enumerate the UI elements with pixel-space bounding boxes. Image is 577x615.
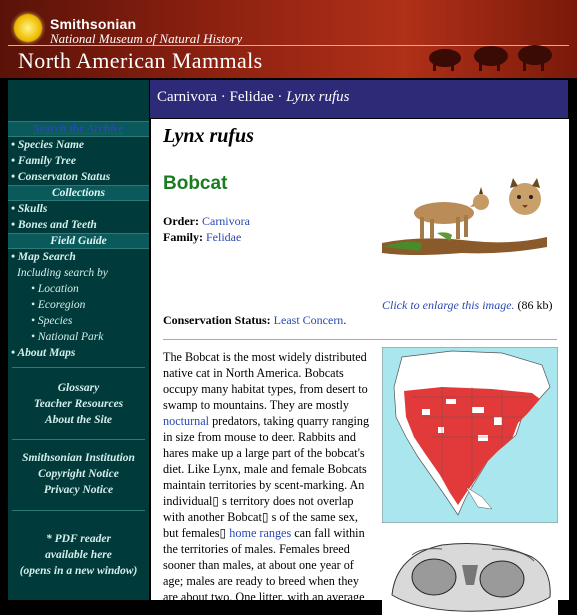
- sidebar-item-species[interactable]: • Species: [31, 315, 73, 327]
- species-content: [151, 119, 569, 604]
- order-label: Order:: [163, 214, 199, 228]
- breadcrumb-order[interactable]: Carnivora: [157, 89, 217, 105]
- sidebar-link-privacy[interactable]: Privacy Notice: [43, 484, 114, 496]
- range-map[interactable]: [382, 347, 558, 523]
- order-link[interactable]: Carnivora: [201, 214, 250, 228]
- description-text-3: can fall within the territories of males. Females breed sooner than males, at about one year of age; males are ready to breed when they are about two. One litter, with an average: [163, 526, 365, 604]
- sidebar-item-family-tree[interactable]: • Family Tree: [11, 155, 76, 167]
- sidebar-link-smithsonian[interactable]: Smithsonian Institution: [22, 452, 135, 464]
- pdf-note-line3[interactable]: (opens in a new window): [19, 565, 138, 577]
- sidebar-divider: [12, 367, 145, 368]
- smithsonian-label[interactable]: Smithsonian: [50, 16, 137, 32]
- sidebar-link-copyright[interactable]: Copyright Notice: [38, 468, 119, 480]
- taxonomy-block: [163, 213, 250, 245]
- sidebar-item-bones-teeth[interactable]: • Bones and Teeth: [11, 219, 97, 231]
- family-link[interactable]: Felidae: [206, 230, 242, 244]
- sidebar-divider: [12, 510, 145, 511]
- image-size: (86 kb): [517, 298, 553, 312]
- status-end: .: [343, 313, 347, 327]
- sidebar-item-location[interactable]: • Location: [31, 283, 79, 295]
- description-paragraph: [163, 349, 375, 605]
- sidebar-heading-field-guide: Field Guide: [8, 233, 149, 249]
- breadcrumb-family[interactable]: Felidae: [229, 89, 274, 105]
- site-banner: [0, 0, 577, 78]
- sidebar-divider: [12, 439, 145, 440]
- enlarge-image-text: [382, 297, 572, 313]
- pdf-note-line2[interactable]: available here: [45, 549, 112, 561]
- section-divider: [163, 339, 557, 340]
- sidebar-nav: [8, 121, 149, 579]
- breadcrumb-species: Lynx rufus: [286, 89, 350, 105]
- pdf-note-line1[interactable]: * PDF reader: [46, 533, 111, 545]
- site-title[interactable]: North American Mammals: [18, 48, 263, 73]
- breadcrumb-separator: ·: [273, 89, 287, 105]
- smithsonian-sun-logo-icon[interactable]: [14, 14, 42, 42]
- sidebar-item-species-name[interactable]: • Species Name: [11, 139, 85, 151]
- home-ranges-link[interactable]: home ranges: [229, 526, 292, 540]
- sidebar-item-conservation-status[interactable]: • Conservaton Status: [11, 171, 111, 183]
- muskox-silhouettes-icon: [427, 38, 555, 72]
- bobcat-illustration[interactable]: [382, 173, 550, 263]
- sidebar-note-including: Including search by: [17, 267, 108, 279]
- sidebar: [8, 80, 149, 600]
- sidebar-link-glossary[interactable]: Glossary: [57, 382, 100, 394]
- sidebar-item-skulls[interactable]: • Skulls: [11, 203, 48, 215]
- sidebar-item-national-park[interactable]: • National Park: [31, 331, 104, 343]
- sidebar-link-about-site[interactable]: About the Site: [44, 414, 113, 426]
- breadcrumb-separator: ·: [216, 89, 230, 105]
- sidebar-item-about-maps[interactable]: • About Maps: [11, 347, 76, 359]
- sidebar-link-teacher-resources[interactable]: Teacher Resources: [33, 398, 124, 410]
- sidebar-item-ecoregion[interactable]: • Ecoregion: [31, 299, 86, 311]
- museum-label[interactable]: National Museum of Natural History: [50, 31, 243, 46]
- status-label: Conservation Status:: [163, 313, 271, 327]
- enlarge-image-link[interactable]: Click to enlarge this image.: [382, 298, 515, 312]
- species-common-name: Bobcat: [163, 173, 228, 194]
- description-text-1: The Bobcat is the most widely distributed native cat in North America. Bobcats occupy many habitat types, from desert to swamp to mountains. They are mostly: [163, 350, 368, 412]
- bobcat-skull-image[interactable]: [382, 535, 558, 615]
- conservation-status: [163, 313, 346, 328]
- sidebar-heading-collections: Collections: [8, 185, 149, 201]
- description-text-2: predators, taking quarry ranging in size from mouse to deer. Rabbits and hares make up a large part of the bobcat's diet. Like Lynx, male and female Bobcats maintain territories by scent-marking. An individual▯ s territory does not overlap with another Bobcat▯ s of the same sex, but females▯: [163, 414, 370, 540]
- family-label: Family:: [163, 230, 203, 244]
- nocturnal-link[interactable]: nocturnal: [163, 414, 210, 428]
- species-scientific-name: Lynx rufus: [163, 125, 254, 147]
- status-link[interactable]: Least Concern: [273, 313, 344, 327]
- sidebar-item-map-search[interactable]: • Map Search: [11, 251, 76, 263]
- sidebar-heading-search-archive[interactable]: Search the Archive: [8, 121, 149, 137]
- breadcrumb: [150, 80, 568, 118]
